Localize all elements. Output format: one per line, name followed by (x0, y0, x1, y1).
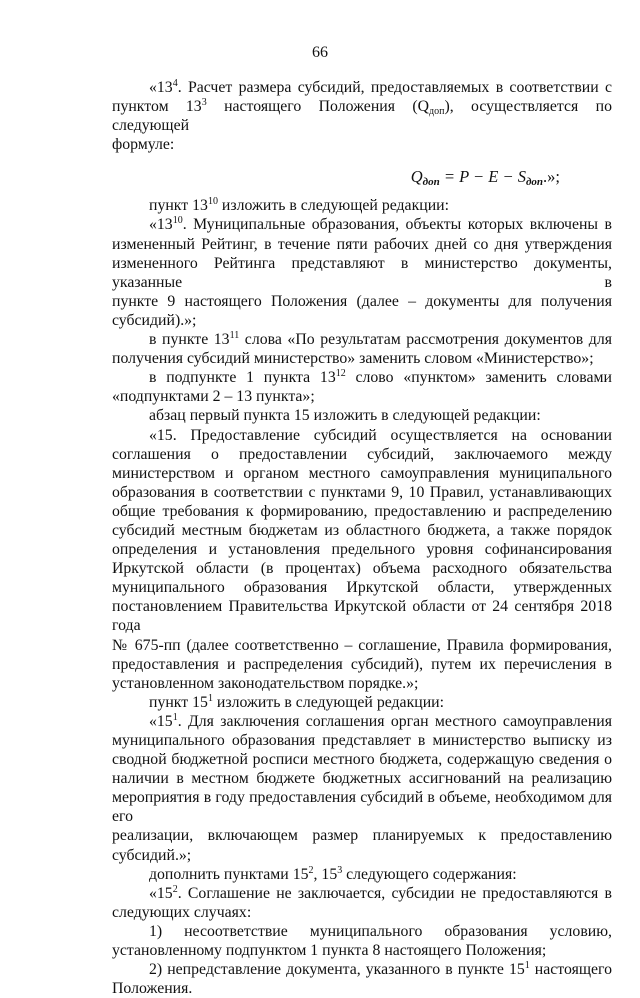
text-line: абзац первый пункта 15 изложить в следующей редакции: (149, 407, 541, 425)
page-number: 66 (312, 44, 328, 61)
text-line: определения и установления предельного уровня софинансирования (112, 541, 612, 559)
paragraph-15 (112, 426, 612, 693)
text-line: субсидий местным бюджетам из областного бюджета, а также порядок (112, 521, 612, 539)
text-line: № 675-пп (далее соответственно – соглашение, Правила формирования, (112, 636, 612, 654)
text-line: 1) несоответствие муниципального образования условию, (149, 922, 612, 940)
text-line: следующих случаях: (112, 903, 252, 921)
text-line: пунктом $13^3$ настоящего Положения (Qдоп), осуществляется по следующей (112, 97, 612, 135)
text-line: муниципального образования представляет в министерство выписку из (112, 732, 612, 749)
formula-tail: .»; (543, 167, 560, 187)
paragraph-amend-15-1 (112, 693, 612, 712)
text-line: мероприятия в году предоставления субсидий в объеме, необходимом для его (112, 789, 612, 826)
text-line: субсидий).»; (112, 311, 197, 329)
paragraph-amend-13-12 (112, 368, 612, 406)
text-line: в пункте $13^{11}$ слова «По результатам рассмотрения документов для (149, 330, 612, 349)
paragraph-13-4 (112, 78, 612, 154)
paragraph-15-1 (112, 712, 612, 865)
paragraph-15-2 (112, 884, 612, 922)
text-line: в подпункте 1 пункта $13^{12}$ слово «пунктом» заменить словами (149, 368, 612, 387)
text-line: общие требования к формированию, предоставлению и распределению (112, 502, 612, 520)
text-line: «$13^{10}$. Муниципальные образования, объекты которых включены в (149, 215, 612, 234)
text-line: «15. Предоставление субсидий осуществляется на основании (149, 426, 612, 444)
text-line: наличии в местном бюджете бюджетных ассигнований на реализацию (112, 770, 612, 788)
text-line: Иркутской области (в процентах) объема расходного обязательства (112, 560, 612, 578)
text-line: измененного Рейтинга представляют в министерство документы, указанные в (112, 254, 612, 291)
formula-body: = P − E − S (439, 167, 526, 187)
text-line: соглашения о предоставлении субсидий, заключаемого между (112, 445, 612, 463)
list-item-1 (112, 922, 612, 960)
paragraph-amend-15 (112, 406, 612, 425)
text-line: формуле: (112, 136, 175, 154)
paragraph-amend-add-15-2-15-3 (112, 865, 612, 884)
formula-q-sub: доп (422, 176, 440, 189)
text-line: «подпунктами 2 – 13 пункта»; (112, 388, 315, 406)
text-line: измененный Рейтинг, в течение пяти рабочих дней со дня утверждения (112, 235, 612, 253)
text-line: получения субсидий министерство» заменить словом «Министерство»; (112, 350, 594, 368)
text-line: установленному подпунктом 1 пункта 8 настоящего Положения; (112, 942, 547, 960)
paragraph-amend-13-10 (112, 196, 612, 215)
paragraph-amend-13-11 (112, 330, 612, 368)
paragraph-13-10 (112, 215, 612, 330)
text-line: сводной бюджетной росписи местного бюджета, содержащую сведения о (112, 751, 612, 769)
formula-q: Q (410, 167, 423, 187)
text-line: Положения. (112, 980, 193, 998)
text-line: предоставления и распределения субсидий), путем их перечисления в (112, 655, 612, 673)
formula-s-sub: доп (525, 176, 544, 189)
text-line: дополнить пунктами $15^2$, $15^3$ следующего содержания: (149, 864, 517, 883)
text-line: образования в соответствии с пунктами 9, 10 Правил, устанавливающих (112, 483, 612, 501)
formula (112, 166, 612, 193)
text-line: «$15^2$. Соглашение не заключается, субсидии не предоставляются в (149, 883, 612, 902)
text-line: 2) непредставление документа, указанного в пункте $15^1$ настоящего (149, 960, 612, 979)
text-line: «$13^4$. Расчет размера субсидий, предоставляемых в соответствии с (149, 78, 612, 96)
text-line: министерством и органом местного самоуправления муниципального (112, 464, 612, 482)
text-line: пункте 9 настоящего Положения (далее – документы для получения (112, 292, 612, 310)
list-item-2 (112, 960, 612, 998)
text-line: постановлением Правительства Иркутской области от 24 сентября 2018 года (112, 598, 612, 635)
text-line: реализации, включающем размер планируемых к предоставлению (112, 827, 612, 845)
text-line: субсидий.»; (112, 846, 192, 864)
document-body (112, 78, 612, 998)
text-line: пункт $15^1$ изложить в следующей редакции: (149, 692, 444, 711)
text-line: установленном законодательством порядке.»; (112, 674, 419, 692)
text-line: пункт $13^{10}$ изложить в следующей редакции: (149, 196, 449, 215)
text-line: муниципального образования Иркутской области, утвержденных (112, 579, 612, 597)
text-line: «$15^1$. Для заключения соглашения орган местного самоуправления (149, 711, 612, 730)
